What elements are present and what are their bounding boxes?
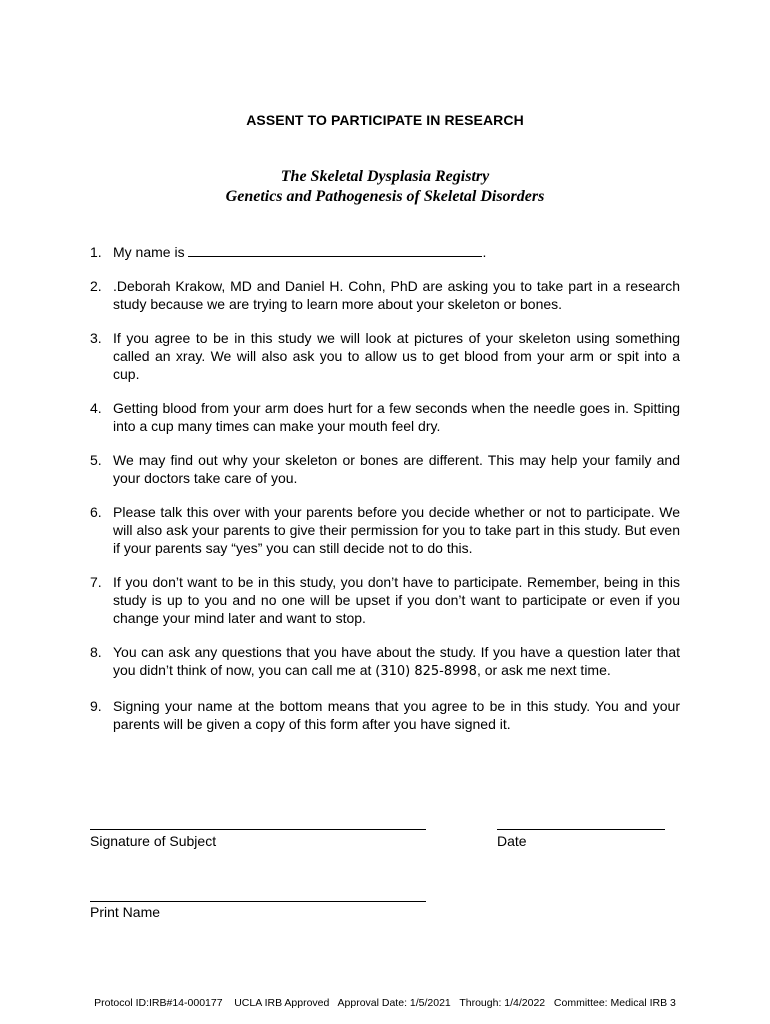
item-number: 7. bbox=[90, 574, 102, 590]
item-text: If you agree to be in this study we will look at pictures of your skeleton using something called an xray. We will also ask you to allow us to get blood from your arm or spit into a cup. bbox=[113, 330, 680, 382]
item-number: 9. bbox=[90, 698, 102, 714]
form-heading: ASSENT TO PARTICIPATE IN RESEARCH bbox=[246, 112, 524, 128]
print-name-line[interactable] bbox=[90, 901, 426, 902]
item-text: If you don’t want to be in this study, you don’t have to participate. Remember, being in this study is up to you and no one will be upset if you don’t want to participate or even if you change your mind later and want to stop. bbox=[113, 574, 680, 626]
list-item bbox=[90, 573, 680, 627]
list-item bbox=[90, 399, 680, 435]
list-item bbox=[90, 277, 680, 313]
item-number: 4. bbox=[90, 400, 102, 416]
list-item bbox=[90, 329, 680, 383]
item-text: .Deborah Krakow, MD and Daniel H. Cohn, PhD are asking you to take part in a research study because we are trying to learn more about your skeleton or bones. bbox=[113, 278, 680, 312]
assent-items-list bbox=[90, 243, 680, 733]
item-text: You can ask any questions that you have about the study. If you have a question later that you didn’t think of now, you can call me at bbox=[113, 644, 680, 678]
item-text: . bbox=[482, 244, 487, 260]
list-item bbox=[90, 503, 680, 557]
item-text: Signing your name at the bottom means that you agree to be in this study. You and your parents will be given a copy of this form after you have signed it. bbox=[113, 698, 680, 732]
item-text: We may find out why your skeleton or bones are different. This may help your family and your doctors take care of you. bbox=[113, 452, 680, 486]
item-text: My name is bbox=[113, 244, 189, 260]
item-number: 5. bbox=[90, 452, 102, 468]
item-text: , or ask me next time. bbox=[476, 662, 611, 678]
date-label: Date bbox=[497, 833, 527, 849]
list-item bbox=[90, 451, 680, 487]
item-number: 8. bbox=[90, 644, 102, 660]
signature-label: Signature of Subject bbox=[90, 833, 217, 849]
item-text: Getting blood from your arm does hurt for a few seconds when the needle goes in. Spitting into a cup many times can make your mouth feel dry. bbox=[113, 400, 680, 434]
date-line[interactable] bbox=[497, 829, 665, 830]
item-text: Please talk this over with your parents before you decide whether or not to participate. We will also ask your parents to give their permission for you to take part in this study. But even if your parents say “yes” you can still decide not to do this. bbox=[113, 504, 680, 556]
irb-footer: Protocol ID:IRB#14-000177 UCLA IRB Approved Approval Date: 1/5/2021 Through: 1/4/2022 Committee: Medical IRB 3 bbox=[94, 997, 676, 1009]
signature-line[interactable] bbox=[90, 829, 426, 830]
study-subtitle: Genetics and Pathogenesis of Skeletal Disorders bbox=[225, 188, 545, 205]
phone-number: (310) 825-8998 bbox=[375, 664, 477, 679]
list-item bbox=[90, 243, 680, 261]
list-item bbox=[90, 643, 680, 681]
item-number: 2. bbox=[90, 278, 102, 294]
study-title: The Skeletal Dysplasia Registry bbox=[280, 168, 490, 185]
item-number: 6. bbox=[90, 504, 102, 520]
name-blank-field[interactable] bbox=[188, 243, 482, 257]
item-number: 1. bbox=[90, 244, 102, 260]
item-number: 3. bbox=[90, 330, 102, 346]
list-item bbox=[90, 697, 680, 733]
print-name-label: Print Name bbox=[90, 904, 161, 920]
